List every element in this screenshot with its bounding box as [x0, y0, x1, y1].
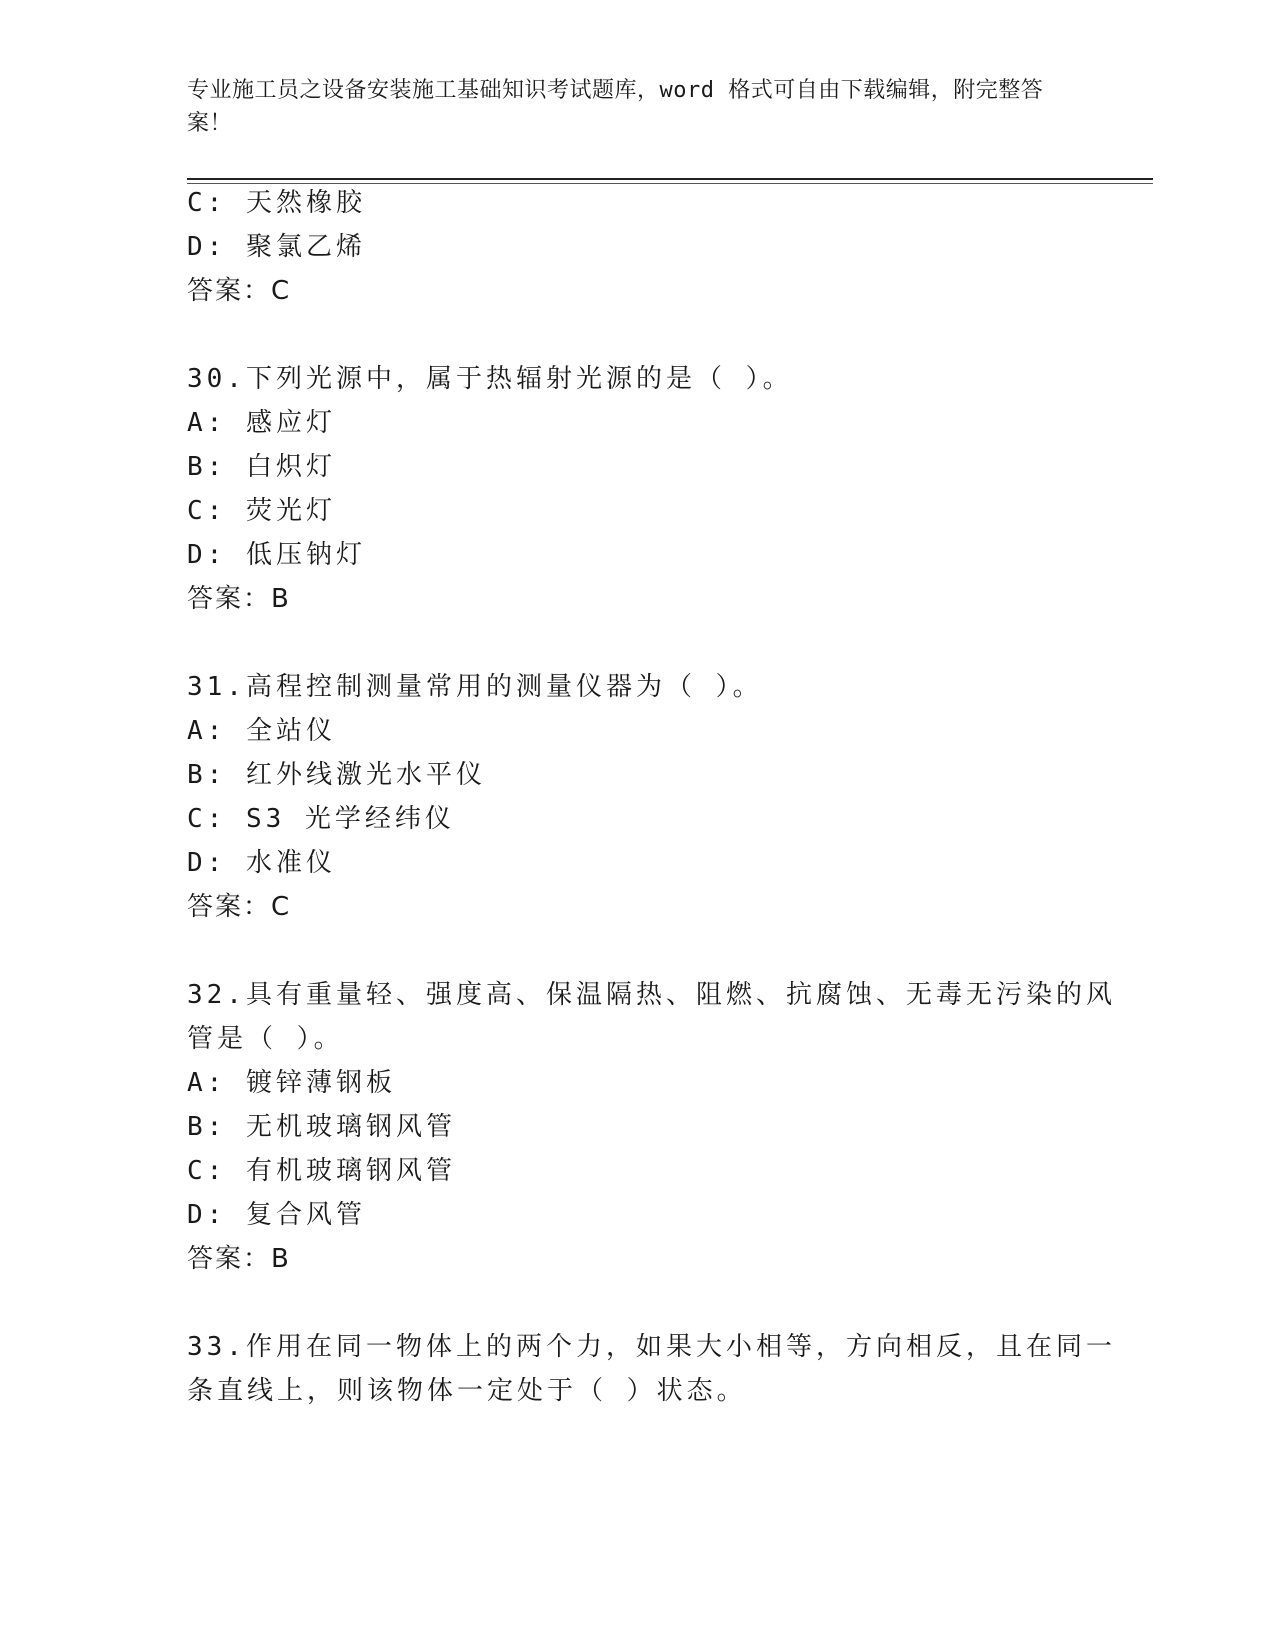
option-c: C: 荧光灯	[187, 496, 336, 526]
question-33-text-cont: 条直线上，则该物体一定处于（ ）状态。	[187, 1376, 747, 1406]
header-divider	[187, 178, 1153, 180]
option-c: C: S3 光学经纬仪	[187, 804, 455, 834]
option-a: A: 镀锌薄钢板	[187, 1068, 396, 1098]
header-title: 专业施工员之设备安装施工基础知识考试题库，word 格式可自由下载编辑，附完整答案！	[187, 78, 1044, 136]
answer-line: 答案：C	[187, 892, 292, 922]
option-c: C: 天然橡胶	[187, 188, 366, 218]
option-a: A: 全站仪	[187, 716, 336, 746]
question-33-text: 33.作用在同一物体上的两个力，如果大小相等，方向相反，且在同一	[187, 1332, 1116, 1362]
option-b: B: 无机玻璃钢风管	[187, 1112, 456, 1142]
option-d: D: 低压钠灯	[187, 540, 366, 570]
question-30-text: 30.下列光源中，属于热辐射光源的是（ ）。	[187, 364, 793, 394]
option-d: D: 复合风管	[187, 1200, 366, 1230]
option-b: B: 白炽灯	[187, 452, 336, 482]
option-c: C: 有机玻璃钢风管	[187, 1156, 456, 1186]
question-32-text: 32.具有重量轻、强度高、保温隔热、阻燃、抗腐蚀、无毒无污染的风	[187, 980, 1116, 1010]
option-d: D: 聚氯乙烯	[187, 232, 366, 262]
question-31-text: 31.高程控制测量常用的测量仪器为（ ）。	[187, 672, 763, 702]
header-divider-thin	[187, 183, 1153, 184]
option-d: D: 水准仪	[187, 848, 336, 878]
answer-line: 答案：B	[187, 584, 291, 614]
document-header	[187, 74, 1067, 140]
question-32-text-cont: 管是（ ）。	[187, 1024, 344, 1054]
option-a: A: 感应灯	[187, 408, 336, 438]
answer-line: 答案：C	[187, 276, 292, 306]
option-b: B: 红外线激光水平仪	[187, 760, 486, 790]
answer-line: 答案：B	[187, 1244, 291, 1274]
